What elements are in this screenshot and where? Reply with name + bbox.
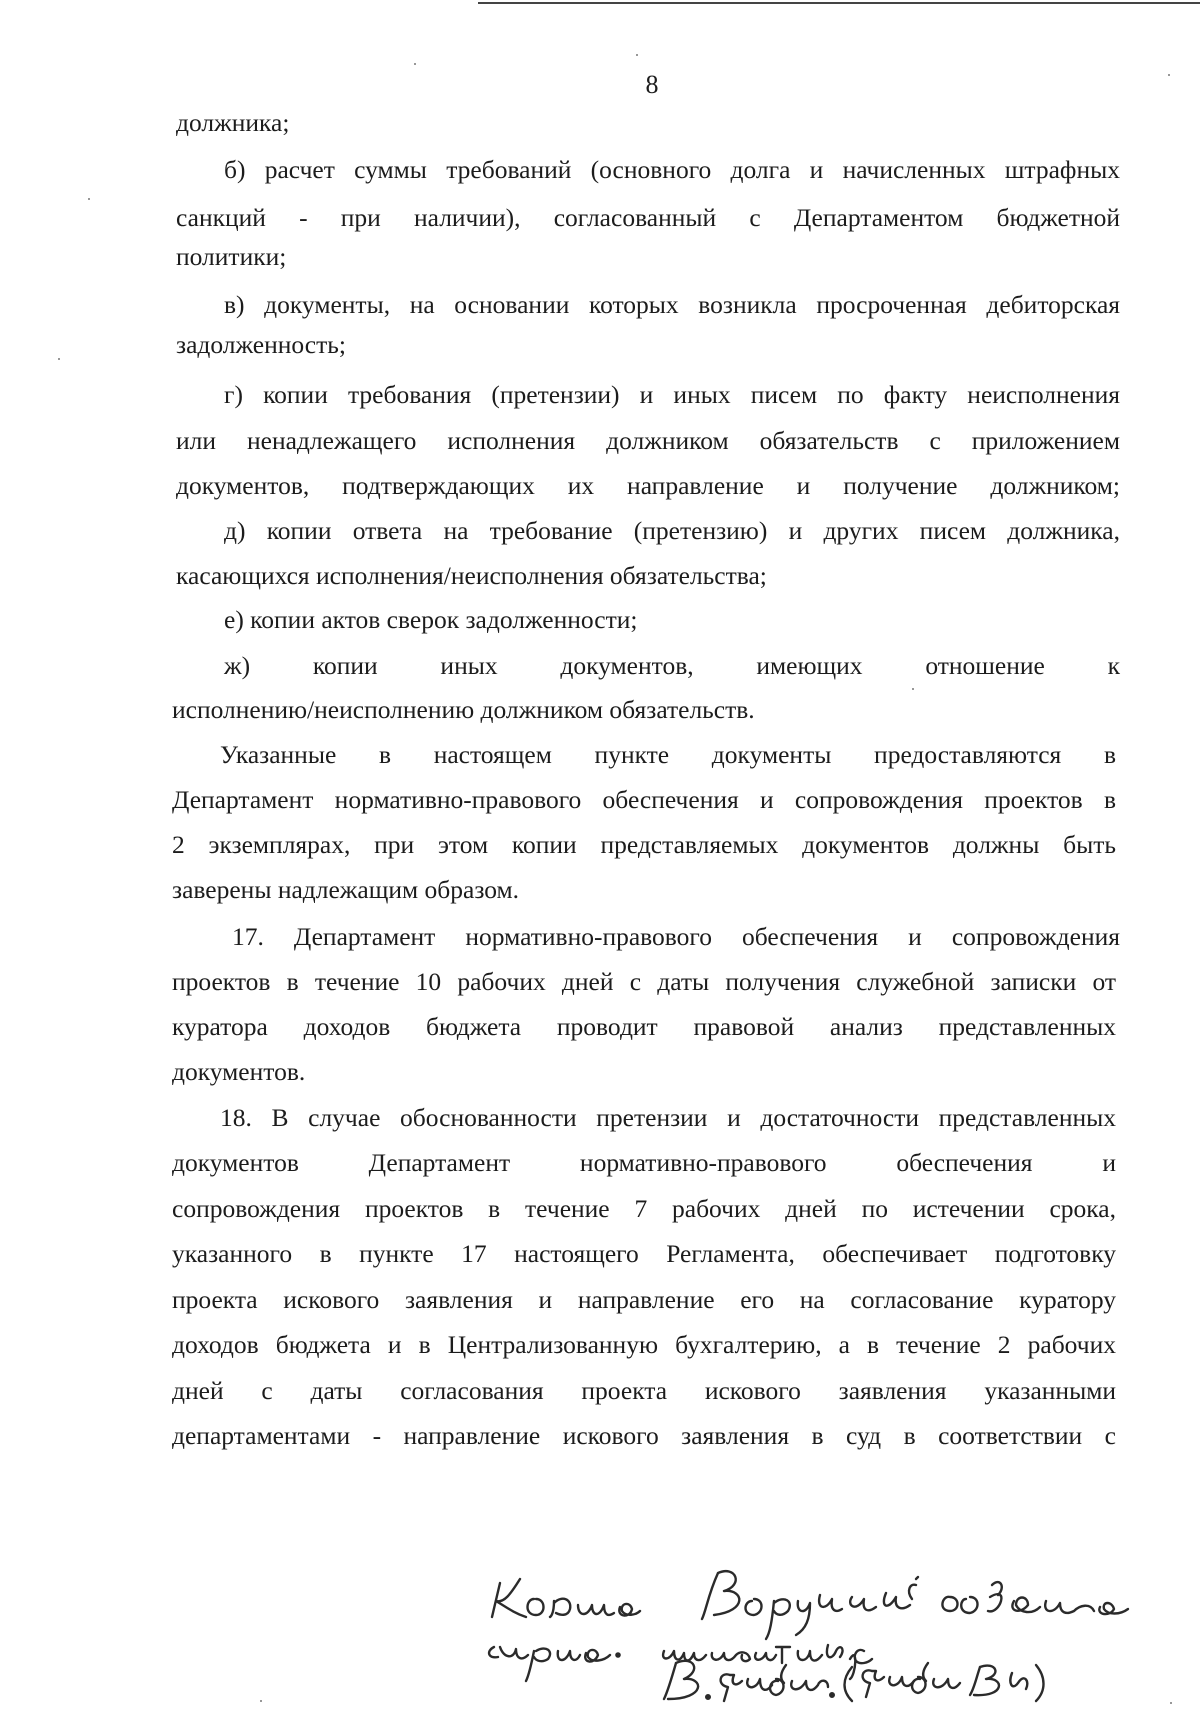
text-line: е) копии актов сверок задолженности; — [224, 605, 638, 634]
text-line: проекта искового заявления и направление его на согласование куратору — [172, 1285, 1116, 1314]
text-line: или ненадлежащего исполнения должником обязательств с приложением — [176, 426, 1120, 455]
text-line: документов. — [172, 1057, 306, 1086]
text-line: куратора доходов бюджета проводит правовой анализ представленных — [172, 1012, 1116, 1041]
text-line: должника; — [176, 108, 290, 137]
text-line: д) копии ответа на требование (претензию) и других писем должника, — [224, 516, 1120, 545]
text-line: политики; — [176, 242, 287, 271]
scan-speck — [1170, 1702, 1172, 1704]
scan-edge-rule — [478, 2, 1200, 4]
text-line: документов Департамент нормативно-правового обеспечения и — [172, 1148, 1116, 1177]
text-line: задолженность; — [176, 330, 346, 359]
text-line: указанного в пункте 17 настоящего Регламента, обеспечивает подготовку — [172, 1239, 1116, 1268]
text-line: 18. В случае обоснованности претензии и достаточности представленных — [220, 1103, 1116, 1132]
scan-speck — [260, 1700, 262, 1702]
scan-speck — [1168, 74, 1170, 76]
text-line: касающихся исполнения/неисполнения обязательства; — [176, 561, 767, 590]
text-line: б) расчет суммы требований (основного долга и начисленных штрафных — [224, 155, 1120, 184]
text-line: департаментами - направление искового заявления в суд в соответствии с — [172, 1421, 1116, 1450]
page-number: 8 — [645, 70, 659, 99]
scan-speck — [88, 198, 90, 200]
scan-speck — [636, 54, 638, 56]
text-line: дней с даты согласования проекта искового заявления указанными — [172, 1376, 1116, 1405]
text-line: г) копии требования (претензии) и иных писем по факту неисполнения — [224, 380, 1120, 409]
text-line: в) документы, на основании которых возникла просроченная дебиторская — [224, 290, 1120, 319]
text-line: сопровождения проектов в течение 7 рабочих дней по истечении срока, — [172, 1194, 1116, 1223]
text-line: 2 экземплярах, при этом копии представляемых документов должны быть — [172, 830, 1116, 859]
scan-speck — [912, 688, 914, 690]
text-line: Департамент нормативно-правового обеспечения и сопровождения проектов в — [172, 785, 1116, 814]
scan-speck — [414, 63, 416, 65]
text-line: исполнению/неисполнению должником обязательств. — [172, 695, 755, 724]
scan-speck — [58, 358, 60, 360]
text-line: 17. Департамент нормативно-правового обеспечения и сопровождения — [232, 922, 1120, 951]
text-line: заверены надлежащим образом. — [172, 875, 520, 904]
text-line: ж) копии иных документов, имеющих отношение к — [224, 651, 1120, 680]
text-line: доходов бюджета и в Централизованную бухгалтерию, а в течение 2 рабочих — [172, 1330, 1116, 1359]
text-line: Указанные в настоящем пункте документы предоставляются в — [220, 740, 1116, 769]
text-line: санкций - при наличии), согласованный с Департаментом бюджетной — [176, 203, 1120, 232]
text-line: документов, подтверждающих их направление и получение должником; — [176, 471, 1120, 500]
handwritten-certification — [480, 1555, 1160, 1705]
text-line: проектов в течение 10 рабочих дней с даты получения служебной записки от — [172, 967, 1116, 996]
